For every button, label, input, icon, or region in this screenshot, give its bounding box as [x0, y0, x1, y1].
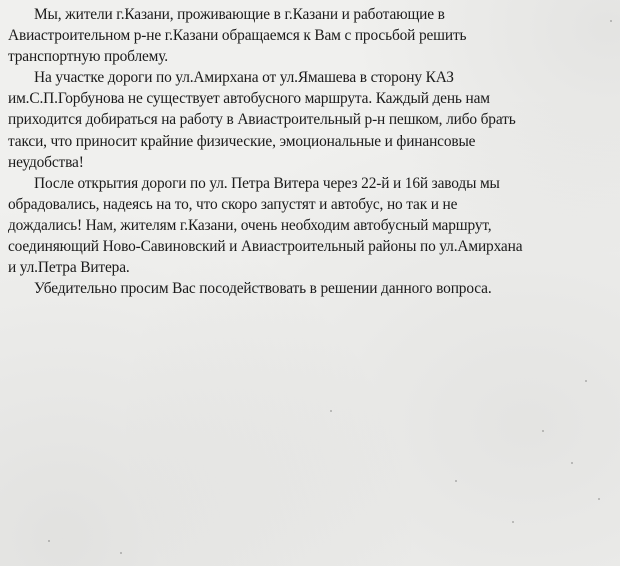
paragraph-3-line-2: обрадовались, надеясь на то, что скоро запустят и автобус, но так и не — [8, 195, 458, 213]
paragraph-3-line-4: соединяющий Ново-Савиновский и Авиастроительный районы по ул.Амирхана — [8, 238, 523, 256]
paragraph-2-line-2: им.С.П.Горбунова не существует автобусного маршрута. Каждый день нам — [8, 90, 490, 108]
scan-speck — [330, 410, 332, 412]
paragraph-1-line-2: Авиастроительном р-не г.Казани обращаемся к Вам с просьбой решить — [8, 27, 467, 45]
paragraph-3-line-1: После открытия дороги по ул. Петра Витера через 22-й и 16й заводы мы — [34, 174, 500, 192]
scan-speck — [120, 552, 122, 554]
paragraph-2-line-3: приходится добираться на работу в Авиастроительный р-н пешком, либо брать — [8, 111, 516, 129]
scan-speck — [571, 462, 573, 464]
paragraph-1-line-1: Мы, жители г.Казани, проживающие в г.Казани и работающие в — [34, 6, 445, 23]
scan-speck — [542, 430, 544, 432]
paragraph-2-line-4: такси, что приносит крайние физические, эмоциональные и финансовые — [8, 132, 476, 150]
paragraph-2-line-5: неудобства! — [8, 153, 84, 171]
scan-speck — [598, 498, 600, 500]
paragraph-2-line-1: На участке дороги по ул.Амирхана от ул.Ямашева в сторону КАЗ — [34, 69, 454, 87]
paragraph-1-line-3: транспортную проблему. — [8, 48, 168, 66]
paragraph-3-line-3: дождались! Нам, жителям г.Казани, очень необходим автобусный маршрут, — [8, 216, 492, 234]
scan-speck — [512, 521, 514, 523]
paragraph-3-line-5: и ул.Петра Витера. — [8, 259, 130, 277]
scan-speck — [48, 540, 50, 542]
scan-speck — [585, 380, 587, 382]
letter-body — [8, 4, 614, 299]
scan-speck — [610, 20, 612, 22]
scan-speck — [455, 480, 457, 482]
paragraph-4-line-1: Убедительно просим Вас посодействовать в решении данного вопроса. — [34, 280, 492, 298]
